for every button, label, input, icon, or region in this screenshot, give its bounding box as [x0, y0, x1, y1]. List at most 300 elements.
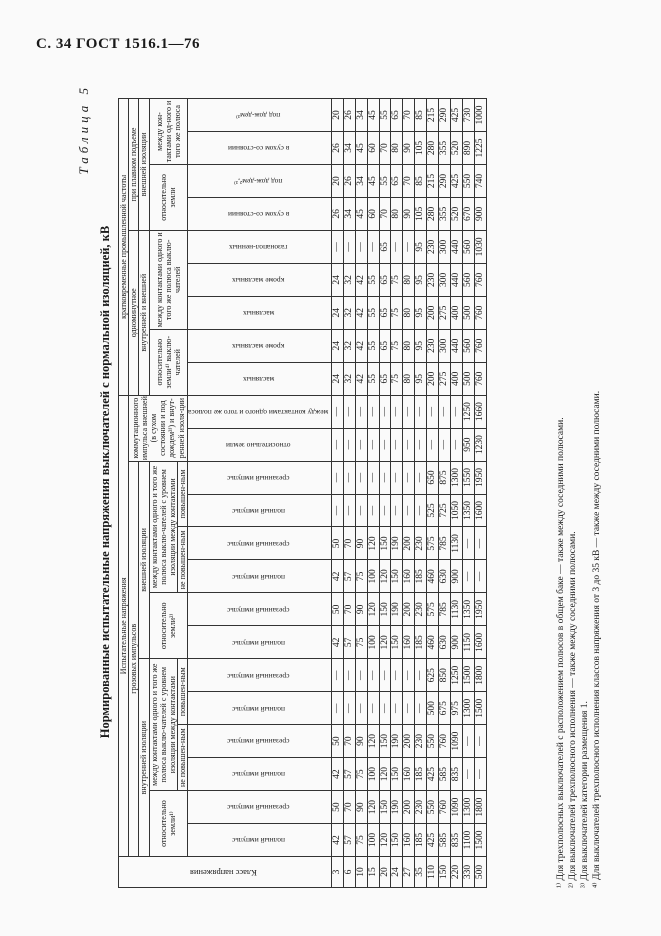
value-cell: 190 — [391, 791, 403, 824]
value-cell: 890 — [462, 132, 474, 165]
value-cell: 215 — [427, 99, 439, 132]
value-cell: 760 — [474, 263, 486, 296]
value-cell: 70 — [379, 197, 391, 230]
value-cell: 105 — [415, 132, 427, 165]
voltage-class-cell: 27 — [403, 857, 415, 888]
value-cell: 150 — [379, 527, 391, 560]
value-cell: 575 — [427, 527, 439, 560]
value-cell: 290 — [439, 164, 451, 197]
value-cell: 900 — [474, 197, 486, 230]
value-cell: 300 — [439, 263, 451, 296]
value-cell: 100 — [367, 758, 379, 791]
value-cell: 520 — [451, 197, 463, 230]
value-cell: 1100 — [462, 824, 474, 857]
value-cell: 32 — [343, 263, 355, 296]
value-cell: 460 — [427, 626, 439, 659]
external-ins-header: внешней изоляции — [139, 99, 149, 231]
value-cell: — — [379, 494, 391, 527]
value-cell: 80 — [403, 362, 415, 395]
value-cell: 80 — [403, 263, 415, 296]
value-cell: 65 — [379, 329, 391, 362]
table-row — [451, 99, 463, 888]
value-cell: 1225 — [474, 132, 486, 165]
h-except-oil: кроме масляных — [188, 329, 332, 362]
value-cell: 280 — [427, 197, 439, 230]
int-ext-header: внутренней и внешней — [139, 230, 149, 395]
value-cell: 230 — [415, 791, 427, 824]
h-sw-ground: относительно земли — [188, 428, 332, 461]
value-cell: — — [439, 395, 451, 428]
value-cell: 120 — [379, 626, 391, 659]
h-chopped: срезанный импульс — [188, 461, 332, 494]
value-cell: 57 — [343, 626, 355, 659]
value-cell: 200 — [403, 791, 415, 824]
value-cell: 150 — [379, 593, 391, 626]
value-cell: 85 — [415, 99, 427, 132]
value-cell: 185 — [415, 626, 427, 659]
rel-ground-2: относительно земли²⁾ — [149, 593, 188, 659]
value-cell: 95 — [415, 362, 427, 395]
value-cell: — — [355, 395, 367, 428]
value-cell: — — [343, 692, 355, 725]
value-cell: 80 — [391, 132, 403, 165]
value-cell: 275 — [439, 362, 451, 395]
value-cell: 120 — [379, 824, 391, 857]
value-cell: 425 — [427, 824, 439, 857]
value-cell: — — [403, 659, 415, 692]
value-cell: 520 — [451, 132, 463, 165]
value-cell: 1600 — [474, 626, 486, 659]
value-cell: 20 — [331, 99, 343, 132]
value-cell: — — [367, 395, 379, 428]
value-cell: 150 — [391, 824, 403, 857]
h-rain2: под дож-дем³⁾ — [188, 99, 332, 132]
value-cell: 1660 — [474, 395, 486, 428]
value-cell: 80 — [403, 329, 415, 362]
value-cell: 200 — [427, 362, 439, 395]
value-cell: 230 — [415, 593, 427, 626]
value-cell: — — [343, 659, 355, 692]
value-cell: 50 — [331, 593, 343, 626]
value-cell: — — [331, 461, 343, 494]
value-cell: 90 — [355, 791, 367, 824]
value-cell: 200 — [403, 725, 415, 758]
value-cell: 42 — [331, 560, 343, 593]
value-cell: — — [403, 692, 415, 725]
value-cell: 550 — [427, 791, 439, 824]
value-cell: — — [474, 560, 486, 593]
table-row — [331, 99, 343, 888]
value-cell: — — [391, 395, 403, 428]
voltage-table — [118, 98, 487, 888]
value-cell: — — [355, 494, 367, 527]
value-cell: 34 — [355, 99, 367, 132]
value-cell: 32 — [343, 362, 355, 395]
value-cell: — — [391, 461, 403, 494]
value-cell: — — [474, 758, 486, 791]
value-cell: 34 — [343, 132, 355, 165]
value-cell: 45 — [367, 99, 379, 132]
value-cell: 32 — [343, 329, 355, 362]
rel-ground-3: относительно земли⁴⁾ выклю-чателей — [149, 329, 188, 395]
value-cell: 150 — [391, 758, 403, 791]
value-cell: 75 — [391, 329, 403, 362]
value-cell: 280 — [427, 132, 439, 165]
value-cell: 70 — [379, 132, 391, 165]
table-row — [439, 99, 451, 888]
test-voltages-header: Испытательные напряжения — [119, 395, 129, 856]
switching-header: коммутационного импульса внешней (в сухом состоянии и под дождем³⁾) и внут-ренней изоля-ции — [129, 395, 188, 461]
value-cell: 230 — [415, 527, 427, 560]
value-cell: 760 — [439, 791, 451, 824]
value-cell: — — [331, 494, 343, 527]
value-cell: 190 — [391, 593, 403, 626]
page-header: С. 34 ГОСТ 1516.1—76 — [36, 36, 200, 52]
value-cell: 230 — [427, 263, 439, 296]
value-cell: 70 — [343, 725, 355, 758]
value-cell: 20 — [331, 164, 343, 197]
value-cell: 34 — [355, 164, 367, 197]
value-cell: 75 — [391, 362, 403, 395]
value-cell: 440 — [451, 230, 463, 263]
value-cell: 60 — [367, 132, 379, 165]
value-cell: 190 — [391, 725, 403, 758]
value-cell: 760 — [474, 296, 486, 329]
value-cell: 1000 — [474, 99, 486, 132]
value-cell: 90 — [355, 527, 367, 560]
value-cell: 440 — [451, 263, 463, 296]
value-cell: 975 — [451, 692, 463, 725]
value-cell: 785 — [439, 593, 451, 626]
value-cell: 400 — [451, 362, 463, 395]
internal-header: внутренней изоляции — [139, 659, 149, 857]
value-cell: 55 — [379, 99, 391, 132]
value-cell: — — [391, 428, 403, 461]
value-cell: 585 — [439, 824, 451, 857]
value-cell: 425 — [427, 758, 439, 791]
value-cell: 100 — [367, 824, 379, 857]
value-cell: — — [391, 494, 403, 527]
value-cell: 120 — [367, 527, 379, 560]
h-chopped: срезанный импульс — [188, 725, 332, 758]
value-cell: 100 — [367, 626, 379, 659]
value-cell: 90 — [355, 725, 367, 758]
value-cell: — — [343, 428, 355, 461]
value-cell: 630 — [439, 626, 451, 659]
value-cell: — — [379, 659, 391, 692]
value-cell: 300 — [439, 329, 451, 362]
footnotes — [556, 391, 604, 888]
value-cell: 70 — [343, 791, 355, 824]
value-cell: 45 — [355, 197, 367, 230]
table-name: Таблица 5 — [76, 84, 91, 175]
value-cell: 120 — [367, 593, 379, 626]
value-cell: — — [367, 692, 379, 725]
value-cell: 835 — [451, 758, 463, 791]
value-cell: 275 — [439, 296, 451, 329]
value-cell: — — [462, 560, 474, 593]
table-row — [462, 99, 474, 888]
raised-1: повышен-ным — [178, 659, 188, 725]
raised-2: повышен-ным — [178, 461, 188, 527]
value-cell: — — [379, 461, 391, 494]
value-cell: 1350 — [462, 593, 474, 626]
value-cell: 55 — [379, 164, 391, 197]
h-chopped: срезанный импульс — [188, 791, 332, 824]
value-cell: 105 — [415, 197, 427, 230]
value-cell: 185 — [415, 560, 427, 593]
value-cell: 850 — [439, 659, 451, 692]
value-cell: — — [403, 395, 415, 428]
value-cell: — — [474, 725, 486, 758]
value-cell: 75 — [355, 560, 367, 593]
voltage-class-cell: 24 — [391, 857, 403, 888]
value-cell: — — [355, 428, 367, 461]
value-cell: — — [331, 395, 343, 428]
value-cell: — — [355, 692, 367, 725]
value-cell: 95 — [415, 230, 427, 263]
h-except-oil: кроме масляных — [188, 263, 332, 296]
value-cell: 50 — [331, 725, 343, 758]
value-cell: 120 — [379, 560, 391, 593]
value-cell: 57 — [343, 824, 355, 857]
value-cell: 1250 — [451, 659, 463, 692]
value-cell: 200 — [403, 593, 415, 626]
voltage-class-cell: 110 — [427, 857, 439, 888]
value-cell: — — [379, 428, 391, 461]
value-cell: — — [367, 659, 379, 692]
value-cell: 440 — [451, 329, 463, 362]
value-cell: 300 — [439, 230, 451, 263]
voltage-class-cell: 10 — [355, 857, 367, 888]
value-cell: 1950 — [474, 593, 486, 626]
footnote: ³⁾ Для выключателей категории размещения 1. — [579, 701, 590, 888]
value-cell: 1150 — [462, 626, 474, 659]
value-cell: — — [379, 395, 391, 428]
value-cell: 90 — [355, 593, 367, 626]
h-oil: масляных — [188, 362, 332, 395]
value-cell: 1230 — [474, 428, 486, 461]
value-cell: — — [415, 692, 427, 725]
value-cell: 1130 — [451, 527, 463, 560]
value-cell: 560 — [462, 329, 474, 362]
value-cell: — — [403, 428, 415, 461]
value-cell: — — [403, 494, 415, 527]
voltage-class-cell: 220 — [451, 857, 463, 888]
value-cell: — — [355, 230, 367, 263]
value-cell: 550 — [427, 725, 439, 758]
value-cell: 560 — [462, 263, 474, 296]
value-cell: 725 — [439, 494, 451, 527]
value-cell: 950 — [462, 428, 474, 461]
value-cell: 1300 — [462, 791, 474, 824]
value-cell: — — [403, 461, 415, 494]
value-cell: — — [403, 230, 415, 263]
value-cell: 525 — [427, 494, 439, 527]
footnote: ¹⁾ Для трехполюсных выключателей с расположением полюсов в общем баке — также между соседними полюсами. — [556, 417, 566, 888]
table-row — [427, 99, 439, 888]
value-cell: 70 — [403, 99, 415, 132]
value-cell: 1350 — [462, 494, 474, 527]
value-cell: 230 — [427, 329, 439, 362]
value-cell: 50 — [331, 791, 343, 824]
value-cell: 55 — [367, 263, 379, 296]
value-cell: 200 — [427, 296, 439, 329]
value-cell: 1250 — [462, 395, 474, 428]
value-cell: 120 — [367, 791, 379, 824]
footnote: ⁴⁾ Для выключателей трехполюсного исполнения классов напряжения от 3 до 35 кВ — также между соседними полюсами. — [591, 390, 602, 888]
value-cell: 70 — [343, 527, 355, 560]
h-sw-contacts: между контактами одного и того же полюса — [188, 395, 332, 428]
value-cell: 55 — [367, 362, 379, 395]
value-cell: 42 — [331, 758, 343, 791]
h-full: полный импульс — [188, 824, 332, 857]
h-rain: под дож-дем²,³⁾ — [188, 164, 332, 197]
table-title: Нормированные испытательные напряжения выключателей с нормальной изоляцией, кВ — [98, 225, 112, 739]
voltage-class-cell: 20 — [379, 857, 391, 888]
h-full: полный импульс — [188, 626, 332, 659]
value-cell: 760 — [474, 362, 486, 395]
value-cell: 1500 — [474, 824, 486, 857]
value-cell: 1300 — [451, 461, 463, 494]
value-cell: — — [439, 428, 451, 461]
value-cell: — — [343, 230, 355, 263]
value-cell: 57 — [343, 758, 355, 791]
value-cell: 1950 — [474, 461, 486, 494]
value-cell: 42 — [331, 626, 343, 659]
value-cell: 42 — [355, 263, 367, 296]
value-cell: 1800 — [474, 659, 486, 692]
one-min-header: одноминутное — [129, 230, 139, 395]
value-cell: 875 — [439, 461, 451, 494]
value-cell: 290 — [439, 99, 451, 132]
value-cell: 80 — [403, 296, 415, 329]
value-cell: 1550 — [462, 461, 474, 494]
value-cell: 26 — [331, 197, 343, 230]
value-cell: — — [427, 395, 439, 428]
value-cell: 95 — [415, 296, 427, 329]
not-raised-1: не повышен-ным — [178, 725, 188, 791]
value-cell: 1500 — [474, 692, 486, 725]
value-cell: 120 — [379, 758, 391, 791]
value-cell: 42 — [355, 362, 367, 395]
value-cell: 42 — [331, 824, 343, 857]
h-dry: в сухом со-стоянии — [188, 197, 332, 230]
value-cell: 160 — [403, 560, 415, 593]
value-cell: 560 — [462, 230, 474, 263]
value-cell: 185 — [415, 758, 427, 791]
value-cell: 24 — [331, 362, 343, 395]
value-cell: 760 — [474, 329, 486, 362]
h-full: полный импульс — [188, 692, 332, 725]
value-cell: — — [355, 461, 367, 494]
value-cell: 1090 — [451, 791, 463, 824]
not-raised-2: не повышен-ным — [178, 527, 188, 593]
value-cell: 230 — [415, 725, 427, 758]
value-cell: 42 — [355, 296, 367, 329]
value-cell: 1600 — [474, 494, 486, 527]
value-cell: — — [367, 494, 379, 527]
footnote: ²⁾ Для выключателей трехполюсного исполнения — также между соседними полюсами. — [567, 531, 578, 888]
value-cell: 460 — [427, 560, 439, 593]
value-cell: 1050 — [451, 494, 463, 527]
lightning-header: грозовых импульсов — [129, 461, 139, 856]
value-cell: 150 — [391, 626, 403, 659]
value-cell: — — [367, 230, 379, 263]
rotated-table-block — [58, 76, 618, 888]
value-cell: 120 — [367, 725, 379, 758]
external-header: внешней изоляции — [139, 461, 149, 659]
voltage-class-cell: 6 — [343, 857, 355, 888]
table-body — [331, 99, 486, 888]
value-cell: 550 — [462, 164, 474, 197]
value-cell: — — [462, 725, 474, 758]
value-cell: 65 — [379, 362, 391, 395]
value-cell: 425 — [451, 99, 463, 132]
value-cell: 200 — [403, 527, 415, 560]
value-cell: — — [379, 692, 391, 725]
value-cell: — — [415, 428, 427, 461]
value-cell: 500 — [462, 362, 474, 395]
h-chopped: срезанный импульс — [188, 659, 332, 692]
value-cell: 150 — [391, 560, 403, 593]
value-cell: 75 — [355, 824, 367, 857]
value-cell: 24 — [331, 296, 343, 329]
value-cell: 95 — [415, 329, 427, 362]
table-row — [474, 99, 486, 888]
value-cell: 50 — [331, 527, 343, 560]
value-cell: 150 — [379, 725, 391, 758]
voltage-class-cell: 150 — [439, 857, 451, 888]
value-cell: 45 — [367, 164, 379, 197]
value-cell: 575 — [427, 593, 439, 626]
value-cell: 70 — [343, 593, 355, 626]
value-cell: — — [415, 395, 427, 428]
h-gas: газонапол-ненных — [188, 230, 332, 263]
value-cell: 675 — [439, 692, 451, 725]
value-cell: 190 — [391, 527, 403, 560]
value-cell: 85 — [415, 164, 427, 197]
value-cell: — — [415, 659, 427, 692]
value-cell: 1130 — [451, 593, 463, 626]
value-cell: 355 — [439, 197, 451, 230]
value-cell: 630 — [439, 560, 451, 593]
h-full: полный импульс — [188, 560, 332, 593]
value-cell: 900 — [451, 560, 463, 593]
h-chopped: срезанный импульс — [188, 593, 332, 626]
value-cell: 42 — [355, 329, 367, 362]
value-cell: 55 — [367, 296, 379, 329]
value-cell: 400 — [451, 296, 463, 329]
value-cell: 75 — [355, 758, 367, 791]
class-header: Класс напряжения — [119, 857, 332, 888]
value-cell: 45 — [355, 132, 367, 165]
value-cell: 65 — [379, 230, 391, 263]
value-cell: — — [462, 758, 474, 791]
value-cell: — — [343, 395, 355, 428]
value-cell: — — [331, 692, 343, 725]
value-cell: 500 — [462, 296, 474, 329]
value-cell: 80 — [391, 197, 403, 230]
table-row — [343, 99, 355, 888]
value-cell: 1030 — [474, 230, 486, 263]
value-cell: — — [451, 428, 463, 461]
value-cell: 70 — [403, 164, 415, 197]
value-cell: 24 — [331, 263, 343, 296]
value-cell: — — [331, 428, 343, 461]
voltage-class-cell: 500 — [474, 857, 486, 888]
value-cell: 625 — [427, 659, 439, 692]
